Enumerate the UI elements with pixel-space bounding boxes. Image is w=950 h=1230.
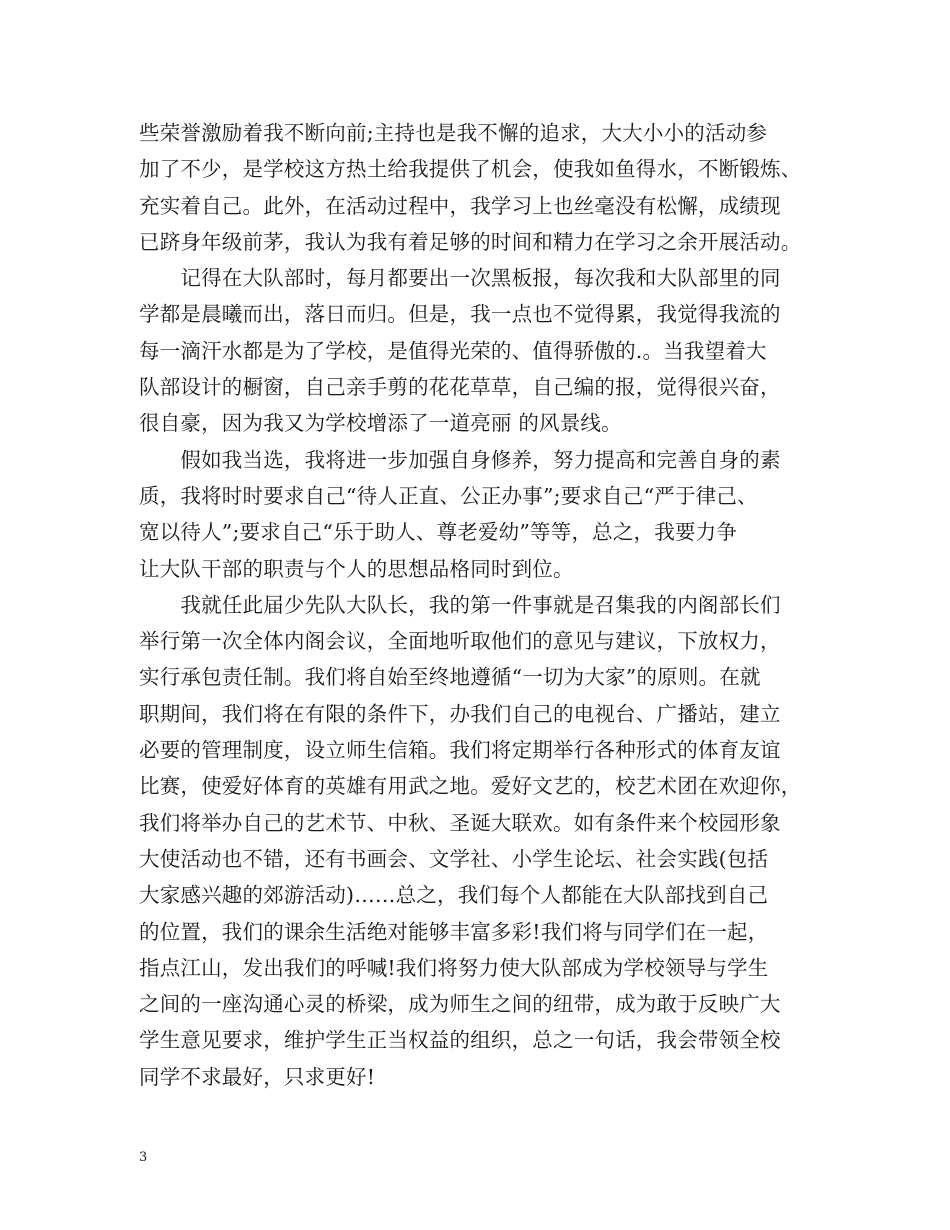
text-line: 同学不求最好，只求更好! — [139, 1064, 376, 1089]
text-line: 很自豪，因为我又为学校增添了一道亮丽 的风景线。 — [139, 411, 622, 436]
text-line: 让大队干部的职责与个人的思想品格同时到位。 — [139, 556, 574, 581]
text-line: 必要的管理制度，设立师生信箱。我们将定期举行各种形式的体育友谊 — [139, 738, 781, 763]
text-line: 之间的一座沟通心灵的桥梁，成为师生之间的纽带，成为敢于反映广大 — [139, 992, 781, 1017]
text-line: 学生意见要求，维护学生正当权益的组织，总之一句话，我会带领全校 — [139, 1028, 781, 1053]
body-text — [139, 115, 819, 1095]
text-line: 我就任此届少先队大队长，我的第一件事就是召集我的内阁部长们 — [139, 592, 781, 617]
text-line: 已跻身年级前茅，我认为我有着足够的时间和精力在学习之余开展活动。 — [139, 229, 802, 254]
text-line: 记得在大队部时，每月都要出一次黑板报，每次我和大队部里的同 — [139, 266, 781, 291]
text-line: 实行承包责任制。我们将自始至终地遵循“一切为大家”的原则。在就 — [139, 665, 761, 690]
text-line: 学都是晨曦而出，落日而归。但是，我一点也不觉得累，我觉得我流的 — [139, 302, 781, 327]
text-line: 的位置，我们的课余生活绝对能够丰富多彩!我们将与同学们在一起， — [139, 919, 769, 944]
text-line: 些荣誉激励着我不断向前;主持也是我不懈的追求，大大小小的活动参 — [139, 121, 768, 145]
text-line: 比赛，使爱好体育的英雄有用武之地。爱好文艺的，校艺术团在欢迎你， — [139, 774, 802, 799]
text-line: 举行第一次全体内阁会议，全面地听取他们的意见与建议，下放权力， — [139, 629, 781, 654]
text-line: 指点江山，发出我们的呼喊!我们将努力使大队部成为学校领导与学生 — [139, 955, 769, 980]
text-line: 质，我将时时要求自己“待人正直、公正办事”;要求自己“严于律己、 — [139, 483, 758, 508]
text-line: 我们将举办自己的艺术节、中秋、圣诞大联欢。如有条件来个校园形象 — [139, 810, 781, 835]
text-line: 充实着自己。此外，在活动过程中，我学习上也丝毫没有松懈，成绩现 — [139, 193, 781, 218]
text-line: 加了不少，是学校这方热土给我提供了机会，使我如鱼得水，不断锻炼、 — [139, 157, 802, 182]
text-line: 每一滴汗水都是为了学校，是值得光荣的、值得骄傲的.。当我望着大 — [139, 338, 767, 363]
text-line: 职期间，我们将在有限的条件下，办我们自己的电视台、广播站，建立 — [139, 701, 781, 726]
text-line: 宽以待人”;要求自己“乐于助人、尊老爱幼”等等，总之，我要力争 — [139, 520, 738, 545]
text-line: 假如我当选，我将进一步加强自身修养，努力提高和完善自身的素 — [139, 447, 781, 472]
text-line: 队部设计的橱窗，自己亲手剪的花花草草，自己编的报，觉得很兴奋， — [139, 375, 781, 400]
page-number: 3 — [139, 1150, 148, 1165]
text-line: 大使活动也不错，还有书画会、文学社、小学生论坛、社会实践(包括 — [139, 846, 769, 871]
text-line: 大家感兴趣的郊游活动)……总之，我们每个人都能在大队部找到自己 — [139, 883, 769, 908]
